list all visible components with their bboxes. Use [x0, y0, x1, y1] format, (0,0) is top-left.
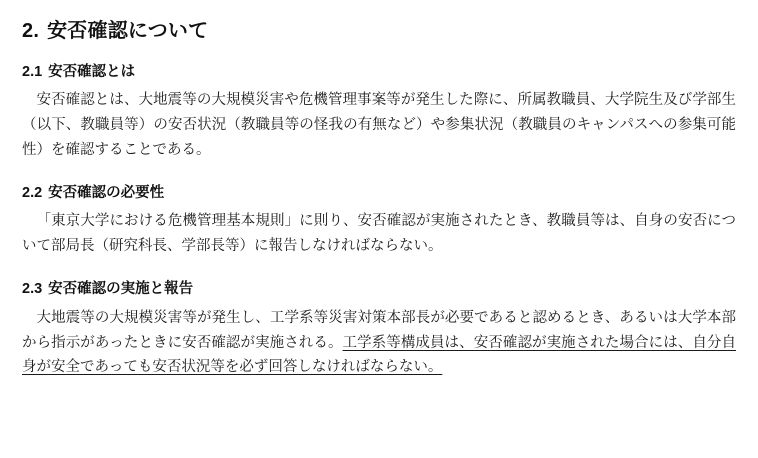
section-2-1 — [22, 62, 736, 163]
section-2-3-number: 2.3 — [22, 281, 43, 298]
section-2-2-paragraph: 「東京大学における危機管理基本規則」に則り、安否確認が実施されたとき、教職員等は、自身の安否について部局長（研究科長、学部長等）に報告しなければならない。 — [22, 213, 736, 255]
section-2-3-text-underlined: 工学系等構成員は、安否確認が実施された場合には、自分自身が安全であっても安否状況等を必ず回答しなければならない。 — [22, 334, 737, 376]
section-2-2-number: 2.2 — [22, 185, 43, 202]
section-2-2-title: 安否確認の必要性 — [48, 185, 165, 202]
section-2-3-title: 安否確認の実施と報告 — [48, 281, 194, 298]
section-2-1-title: 安否確認とは — [48, 64, 136, 80]
chapter-title: 安否確認について — [47, 20, 209, 42]
section-2-3-paragraph — [22, 306, 736, 381]
section-2-3 — [22, 279, 736, 380]
section-2-2-heading — [22, 183, 736, 203]
section-2-1-number: 2.1 — [22, 64, 43, 80]
page-title — [22, 18, 736, 44]
section-2-3-text-plain: 大地震等の大規模災害等が発生し、工学系等災害対策本部長が必要であると認めるとき、あるいは大学本部から指示があったときに安否確認が実施される。 — [22, 309, 736, 351]
section-2-1-heading — [22, 62, 736, 82]
chapter-number: 2. — [22, 20, 40, 42]
section-2-1-paragraph: 安否確認とは、大地震等の大規模災害や危機管理事案等が発生した際に、所属教職員、大学院生及び学部生（以下、教職員等）の安否状況（教職員等の怪我の有無など）や参集状況（教職員のキャンパスへの参集可能性）を確認することである。 — [22, 92, 736, 159]
section-2-2 — [22, 183, 736, 259]
section-2-3-heading — [22, 279, 736, 299]
